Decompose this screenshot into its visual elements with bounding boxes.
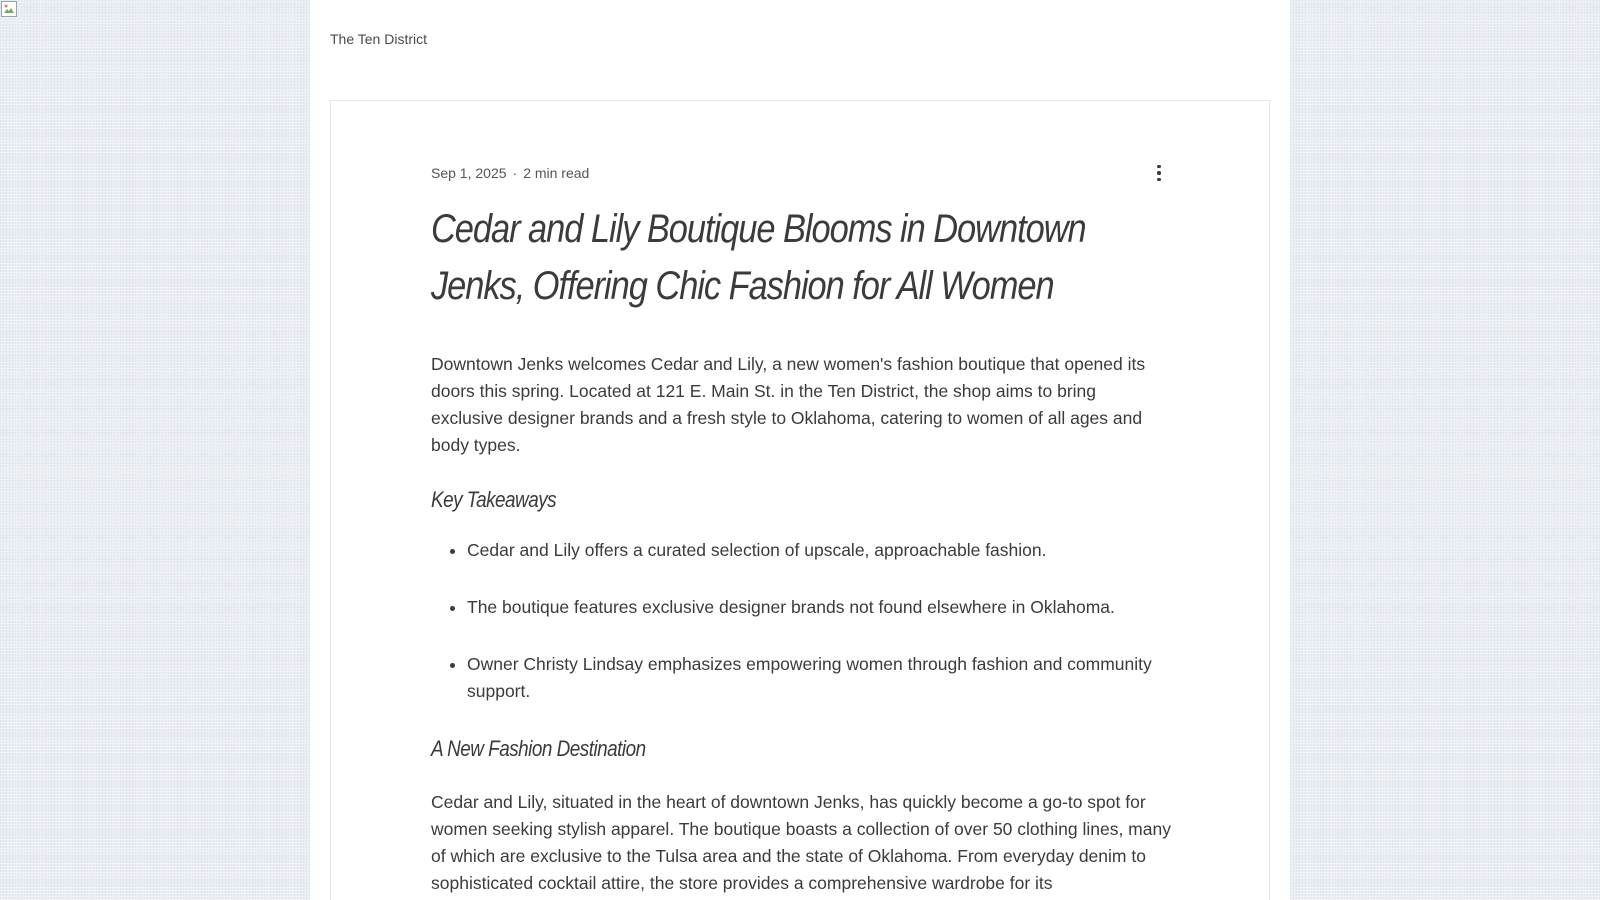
more-actions-button[interactable] [1149, 161, 1169, 185]
list-item: • The boutique features exclusive designer brands not found elsewhere in Oklahoma. [467, 594, 1171, 621]
post-card [330, 100, 1270, 900]
site-title[interactable]: The Ten District [330, 31, 427, 47]
broken-image-icon [1, 1, 17, 17]
section-body: Cedar and Lily, situated in the heart of downtown Jenks, has quickly become a go-to spot for women seeking stylish apparel. The boutique boasts a collection of over 50 clothing lines, many of which are exclusive to the Tulsa area and the state of Oklahoma. From everyday denim to sophisticated cocktail attire, the store provides a comprehensive wardrobe for its [431, 792, 1171, 893]
list-item: • Owner Christy Lindsay emphasizes empowering women through fashion and community support. [467, 651, 1171, 705]
list-item: • Cedar and Lily offers a curated selection of upscale, approachable fashion. [467, 537, 1171, 564]
read-time: 2 min read [523, 165, 590, 181]
more-vertical-icon-dot [1157, 178, 1161, 182]
key-takeaways-heading: Key Takeaways [431, 487, 557, 512]
more-vertical-icon-dot [1157, 171, 1161, 175]
post-date: Sep 1, 2025 [431, 165, 507, 181]
meta-separator: · [512, 165, 518, 181]
post-title: Cedar and Lily Boutique Blooms in Downtown Jenks, Offering Chic Fashion for All Women [431, 207, 1086, 308]
more-vertical-icon [1157, 165, 1161, 169]
page-column [310, 0, 1290, 900]
post-meta [431, 165, 589, 181]
key-takeaways-list [431, 537, 1171, 735]
post-intro: Downtown Jenks welcomes Cedar and Lily, a new women's fashion boutique that opened its doors this spring. Located at 121 E. Main St. in the Ten District, the shop aims to bring exclusive designer brands and a fresh style to Oklahoma, catering to women of all ages and body types. [431, 354, 1146, 455]
section-heading: A New Fashion Destination [431, 736, 646, 761]
